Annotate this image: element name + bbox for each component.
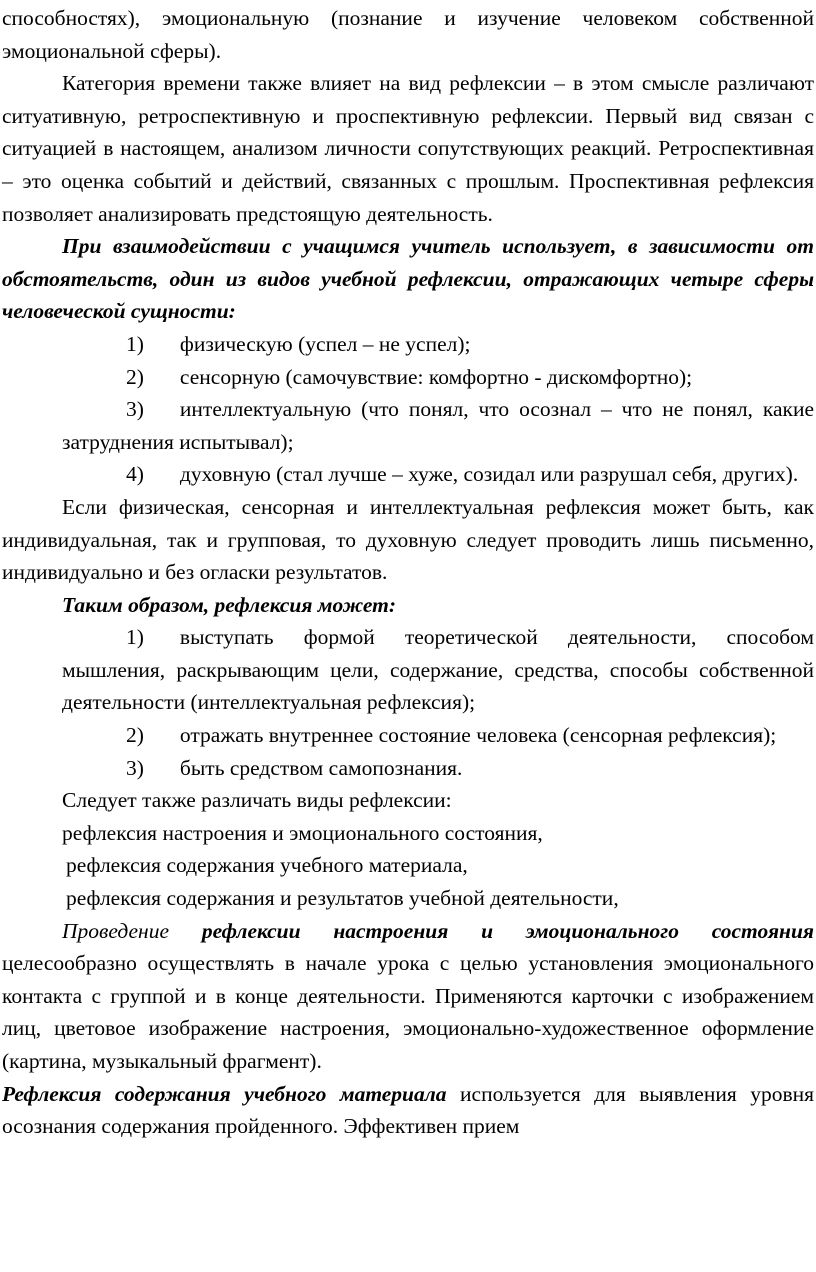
list-text: отражать внутреннее состояние человека (сенсорная рефлексия); <box>179 723 777 748</box>
paragraph-type-mood: рефлексия настроения и эмоционального состояния, <box>62 820 543 845</box>
paragraph-body: используется для выявления уровня осознания содержания пройденного. Эффективен прием <box>2 1081 814 1139</box>
list-text: быть средством самопознания. <box>179 755 463 780</box>
paragraph-types-intro: Следует также различать виды рефлексии: <box>62 788 452 813</box>
paragraph-type-results: рефлексия содержания и результатов учебной деятельности, <box>66 886 619 911</box>
list-number: 2) <box>126 364 144 389</box>
list-number: 4) <box>126 462 144 487</box>
list-item <box>2 752 814 785</box>
list-number: 1) <box>126 331 144 356</box>
list-reflection-can <box>2 621 814 784</box>
paragraph-time-category: Категория времени также влияет на вид рефлексии – в этом смысле различают ситуативную, ретроспективную и проспективную рефлексии. Первый вид связан с ситуацией в настоящем, анализом личности сопутствующих реакций. Ретроспективная – это оценка событий и действий, связанных с прошлым. Проспективная рефлексия позволяет анализировать предстоящую деятельность. <box>2 71 814 226</box>
paragraph-content-reflection <box>2 1078 814 1143</box>
list-text: выступать формой теоретической деятельности, способом мышления, раскрывающим цели, содержание, средства, способы собственной деятельности (интеллектуальная рефлексия); <box>62 625 814 715</box>
paragraph-type-content: рефлексия содержания учебного материала, <box>66 853 468 878</box>
lead-bold: Рефлексия содержания учебного материала <box>2 1081 447 1106</box>
list-number: 1) <box>126 625 144 650</box>
list-item <box>2 621 814 719</box>
list-text: духовную (стал лучше – хуже, созидал или разрушал себя, других). <box>179 462 799 487</box>
paragraph-mood-reflection <box>2 915 814 1078</box>
paragraph-body: целесообразно осуществлять в начале урока с целью установления эмоционального контакта с группой и в конце деятельности. Применяются карточки с изображением лиц, цветовое изображение настроения, эмоционально-художественное оформление (картина, музыкальный фрагмент). <box>2 951 814 1073</box>
list-item <box>2 458 814 491</box>
list-item <box>2 719 814 752</box>
paragraph-spiritual-reflection: Если физическая, сенсорная и интеллектуальная рефлексия может быть, как индивидуальная, так и групповая, то духовную следует проводить лишь письменно, индивидуально и без огласки результатов. <box>2 494 814 585</box>
heading-thus: Таким образом, рефлексия может: <box>62 592 397 617</box>
list-item <box>2 393 814 458</box>
list-number: 2) <box>126 723 144 748</box>
lead-italic: Проведение <box>62 918 170 943</box>
list-number: 3) <box>126 755 144 780</box>
lead-bold: рефлексии настроения и эмоционального состояния <box>201 918 815 943</box>
list-spheres <box>2 328 814 491</box>
list-text: сенсорную (самочувствие: комфортно - дискомфортно); <box>179 364 693 389</box>
list-text: интеллектуальную (что понял, что осознал – что не понял, какие затруднения испытывал); <box>62 397 814 454</box>
list-item <box>2 328 814 361</box>
list-number: 3) <box>126 397 144 422</box>
list-item <box>2 361 814 394</box>
paragraph-continuation: способностях), эмоциональную (познание и изучение человеком собственной эмоциональной сферы). <box>2 6 814 63</box>
heading-reflection-spheres: При взаимодействии с учащимся учитель использует, в зависимости от обстоятельств, один из видов учебной рефлексии, отражающих четыре сферы человеческой сущности: <box>2 234 814 324</box>
list-text: физическую (успел – не успел); <box>179 331 471 356</box>
